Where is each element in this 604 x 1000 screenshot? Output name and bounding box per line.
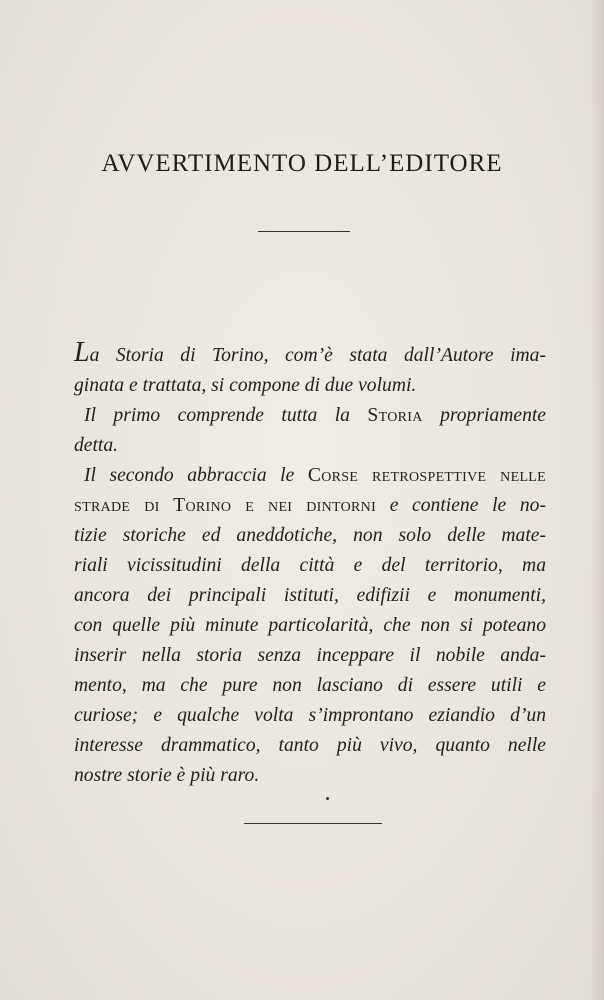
p3-line-6: con quelle più minute particolarità, che non si poteano bbox=[74, 615, 546, 636]
p3-line-10: interesse drammatico, tanto più vivo, quanto nelle bbox=[74, 735, 546, 756]
ink-dot bbox=[326, 797, 329, 800]
p3-line-1 bbox=[74, 461, 546, 491]
small-caps-run: strade di Torino e nei dintorni bbox=[74, 495, 377, 516]
p3-line-4: riali vicissitudini della città e del territorio, ma bbox=[74, 555, 546, 576]
p3-line-2 bbox=[74, 491, 546, 521]
title-divider bbox=[258, 231, 350, 232]
p2-line-1 bbox=[74, 401, 546, 431]
text-run: Il primo comprende tutta la bbox=[84, 405, 368, 426]
text-run: Il secondo abbraccia le bbox=[84, 465, 308, 486]
p2-line-2: detta. bbox=[74, 435, 119, 456]
p3-line-7: inserir nella storia senza inceppare il nobile anda- bbox=[74, 645, 546, 666]
p3-line-8: mento, ma che pure non lasciano di essere utili e bbox=[74, 675, 546, 696]
p3-line-5: ancora dei principali istituti, edifizii e monumenti, bbox=[74, 585, 546, 606]
small-caps-run: Storia bbox=[367, 405, 423, 426]
text-run: propriamente bbox=[422, 405, 547, 426]
page-title: AVVERTIMENTO DELL’EDITORE bbox=[101, 150, 503, 177]
notice-text bbox=[74, 338, 546, 791]
p1-line-2: ginata e trattata, si compone di due volumi. bbox=[74, 375, 417, 396]
p3-line-3: tizie storiche ed aneddotiche, non solo delle mate- bbox=[74, 525, 546, 546]
text-run: e contiene le no- bbox=[376, 495, 546, 516]
closing-divider bbox=[244, 823, 382, 824]
p3-line-9: curiose; e qualche volta s’improntano eziandio d’un bbox=[74, 705, 546, 726]
small-caps-run: Corse retrospettive nelle bbox=[307, 465, 546, 486]
drop-cap: L bbox=[74, 337, 90, 368]
text-run: a Storia di Torino, com’è stata dall’Autore ima- bbox=[89, 345, 546, 366]
p3-line-11: nostre storie è più raro. bbox=[74, 765, 260, 786]
p1-line-1 bbox=[74, 338, 546, 371]
